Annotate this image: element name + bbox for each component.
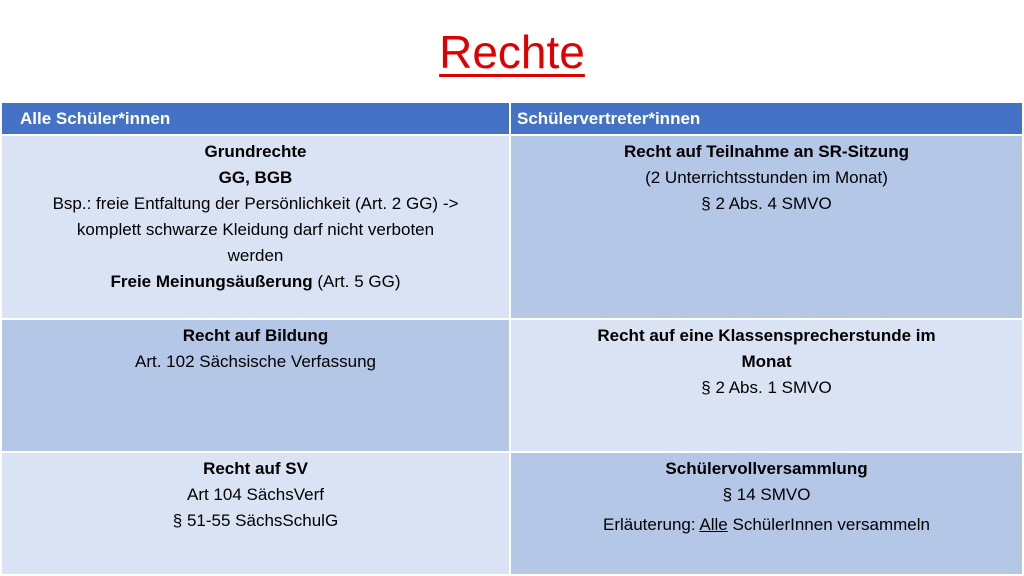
cell-line: § 2 Abs. 1 SMVO <box>701 378 832 397</box>
cell-line: Monat <box>741 352 792 371</box>
cell-line: Recht auf Bildung <box>182 326 329 345</box>
cell-text: (Art. 5 GG) <box>312 272 401 291</box>
cell-line: Recht auf eine Klassensprecherstunde im <box>597 326 936 345</box>
cell-line: Art 104 SächsVerf <box>186 485 325 504</box>
slide-title: Rechte <box>439 26 585 78</box>
cell-klassensprecherstunde <box>511 320 1024 453</box>
cell-line: § 51-55 SächsSchulG <box>172 511 339 530</box>
cell-line: Bsp.: freie Entfaltung der Persönlichkeit (Art. 2 GG) -> <box>52 194 459 213</box>
cell-line: (2 Unterrichtsstunden im Monat) <box>645 168 888 187</box>
rights-table <box>2 103 1024 576</box>
cell-line: Art. 102 Sächsische Verfassung <box>135 352 376 371</box>
cell-recht-auf-bildung <box>2 320 511 453</box>
cell-recht-auf-sv <box>2 453 511 576</box>
cell-line: GG, BGB <box>218 168 293 187</box>
cell-line: werden <box>227 246 284 265</box>
cell-line: komplett schwarze Kleidung darf nicht verboten <box>76 220 435 239</box>
cell-line <box>12 269 499 295</box>
cell-schuelervollversammlung <box>511 453 1024 576</box>
cell-line: § 14 SMVO <box>722 485 811 504</box>
cell-underlined-text: Alle <box>699 515 728 534</box>
cell-bold-text: Freie Meinungsäußerung <box>110 272 313 291</box>
cell-line: Schülervollversammlung <box>665 459 868 478</box>
cell-line: Recht auf SV <box>203 459 308 478</box>
cell-line <box>521 512 1012 538</box>
cell-grundrechte <box>2 136 511 320</box>
cell-line: Grundrechte <box>204 142 307 161</box>
cell-line: Recht auf Teilnahme an SR-Sitzung <box>624 142 909 161</box>
header-student-representatives: Schülervertreter*innen <box>511 103 1024 136</box>
cell-text: SchülerInnen versammeln <box>727 515 930 534</box>
cell-text: Erläuterung: <box>603 515 700 534</box>
header-all-students: Alle Schüler*innen <box>2 103 511 136</box>
cell-line: § 2 Abs. 4 SMVO <box>701 194 832 213</box>
cell-sr-sitzung <box>511 136 1024 320</box>
